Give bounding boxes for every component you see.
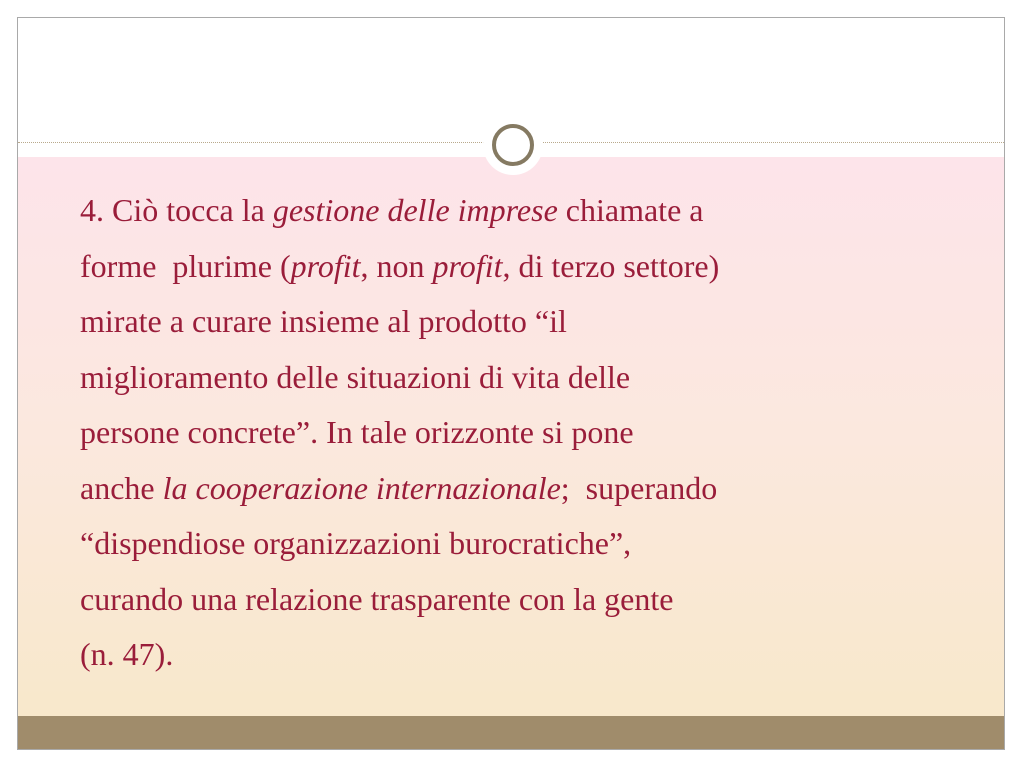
text-run: miglioramento delle situazioni di vita delle bbox=[80, 358, 631, 395]
text-run: ; superando bbox=[560, 469, 718, 506]
ring-shape bbox=[492, 124, 534, 166]
footer-bar bbox=[18, 716, 1004, 750]
text-run: anche bbox=[80, 469, 163, 506]
text-run: persone concrete”. In tale orizzonte si pone bbox=[80, 414, 634, 450]
text-line bbox=[80, 636, 173, 672]
text-line bbox=[80, 414, 634, 450]
text-run: forme plurime ( bbox=[80, 247, 291, 284]
text-run: , non bbox=[360, 247, 433, 284]
text-run: , di terzo settore) bbox=[502, 247, 720, 284]
text-line bbox=[80, 470, 717, 506]
text-line bbox=[80, 581, 673, 617]
text-run: curando una relazione trasparente con la gente bbox=[80, 580, 674, 617]
italic-run: profit bbox=[290, 247, 361, 284]
text-line bbox=[80, 192, 703, 228]
text-line bbox=[80, 525, 631, 561]
text-run: mirate a curare insieme al prodotto “il bbox=[80, 303, 567, 339]
text-run: chiamate a bbox=[557, 192, 704, 228]
italic-run: gestione delle imprese bbox=[272, 192, 558, 228]
text-run: (n. 47). bbox=[80, 636, 174, 672]
text-line bbox=[80, 303, 567, 339]
text-line bbox=[80, 359, 630, 395]
circle-ornament-icon bbox=[483, 115, 543, 175]
italic-run: profit bbox=[432, 247, 503, 284]
italic-run: la cooperazione internazionale bbox=[162, 469, 561, 506]
text-line bbox=[80, 248, 719, 284]
text-run: 4. Ciò tocca la bbox=[80, 192, 273, 228]
text-run: “dispendiose organizzazioni burocratiche”, bbox=[80, 525, 632, 561]
slide-body-text bbox=[80, 183, 960, 683]
